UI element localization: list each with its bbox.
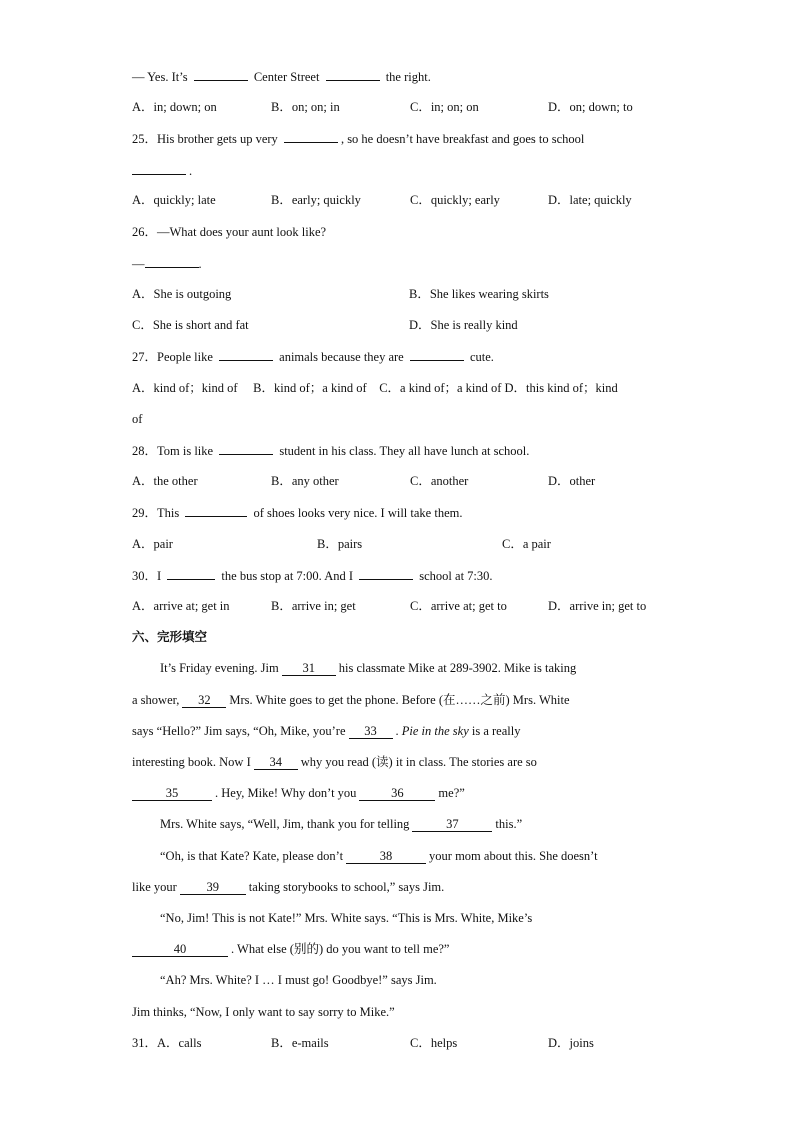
cloze-text: Mrs. White goes to get the phone. Before (在……之前) Mrs. White: [229, 693, 570, 707]
q24-answer-prefix: — Yes. It’s: [132, 70, 188, 84]
q28-option-d: D．other: [548, 474, 596, 488]
q29-stem-a: 29．This: [132, 506, 180, 520]
cloze-line-7: [160, 848, 598, 864]
blank: [410, 348, 464, 361]
q27-stem-a: 27．People like: [132, 350, 213, 364]
q29-option-c: C．a pair: [502, 537, 551, 551]
q30-stem-a: 30．I: [132, 569, 162, 583]
blank: [145, 255, 199, 268]
cloze-text: says “Hello?” Jim says, “Oh, Mike, you’re: [132, 724, 346, 738]
q28-stem-a: 28．Tom is like: [132, 444, 214, 458]
q25-stem-b: , so he doesn’t have breakfast and goes to school: [340, 132, 585, 146]
q25-stem-end: .: [189, 164, 193, 178]
cloze-text: why you read (读) it in class. The stories are so: [300, 755, 537, 769]
q28-option-a: A．the other: [132, 474, 198, 488]
q24-answer-line: [132, 68, 431, 85]
q28-option-b: B．any other: [271, 474, 339, 488]
cloze-blank-37: 37: [412, 817, 492, 832]
q27-options-wrap: of: [132, 412, 143, 426]
cloze-text: . What else (别的) do you want to tell me?”: [231, 942, 450, 956]
q27-options: A．kind of；kind of B．kind of；a kind of C．a kind of；a kind of D．this kind of；kind: [132, 381, 618, 395]
q31-option-a: 31．A．calls: [132, 1036, 202, 1050]
cloze-text: Mrs. White says, “Well, Jim, thank you for telling: [160, 817, 410, 831]
cloze-text: “Oh, is that Kate? Kate, please don’t: [160, 849, 344, 863]
q27-stem: [132, 348, 494, 365]
cloze-blank-34: 34: [254, 755, 298, 770]
cloze-text: .: [395, 724, 399, 738]
cloze-text: a shower,: [132, 693, 180, 707]
cloze-line-12: Jim thinks, “Now, I only want to say sorry to Mike.”: [132, 1005, 395, 1019]
cloze-text: interesting book. Now I: [132, 755, 251, 769]
cloze-blank-32: 32: [182, 693, 226, 708]
cloze-blank-36: 36: [359, 786, 435, 801]
blank: [284, 130, 338, 143]
blank: [359, 567, 413, 580]
cloze-line-4: [132, 754, 537, 770]
book-title: Pie in the sky: [401, 724, 469, 738]
q29-option-b: B．pairs: [317, 537, 363, 551]
q28-option-c: C．another: [410, 474, 469, 488]
cloze-text: It’s Friday evening. Jim: [160, 661, 279, 675]
cloze-text: this.”: [495, 817, 523, 831]
cloze-line-1: [160, 660, 576, 676]
cloze-line-8: [132, 879, 444, 895]
q24-option-c: C．in; on; on: [410, 100, 479, 114]
blank: [194, 68, 248, 81]
cloze-line-9: “No, Jim! This is not Kate!” Mrs. White says. “This is Mrs. White, Mike’s: [160, 911, 533, 925]
cloze-text: . Hey, Mike! Why don’t you: [215, 786, 357, 800]
blank: [185, 504, 247, 517]
q30-option-a: A．arrive at; get in: [132, 599, 230, 613]
cloze-text: taking storybooks to school,” says Jim.: [248, 880, 445, 894]
cloze-line-3: [132, 723, 520, 739]
cloze-blank-38: 38: [346, 849, 426, 864]
blank: [219, 348, 273, 361]
q26-option-c: C．She is short and fat: [132, 318, 249, 332]
q25-option-b: B．early; quickly: [271, 193, 361, 207]
q24-option-d: D．on; down; to: [548, 100, 633, 114]
cloze-blank-33: 33: [349, 724, 393, 739]
q30-option-d: D．arrive in; get to: [548, 599, 647, 613]
cloze-text: his classmate Mike at 289-3902. Mike is taking: [338, 661, 577, 675]
blank: [219, 442, 273, 455]
q28-stem: [132, 442, 529, 459]
q30-stem: [132, 567, 493, 584]
cloze-line-11: “Ah? Mrs. White? I … I must go! Goodbye!” says Jim.: [160, 973, 437, 987]
q25-stem: [132, 130, 584, 147]
q30-option-c: C．arrive at; get to: [410, 599, 507, 613]
q26-option-d: D．She is really kind: [409, 318, 518, 332]
q29-option-a: A．pair: [132, 537, 173, 551]
q25-option-d: D．late; quickly: [548, 193, 632, 207]
cloze-text: your mom about this. She doesn’t: [429, 849, 598, 863]
q31-option-d: D．joins: [548, 1036, 594, 1050]
q26-answer-line: [132, 255, 202, 272]
cloze-blank-40: 40: [132, 942, 228, 957]
cloze-text: like your: [132, 880, 177, 894]
q29-stem: [132, 504, 462, 521]
cloze-line-6: [160, 816, 522, 832]
cloze-line-5: [132, 785, 465, 801]
cloze-text: me?”: [438, 786, 465, 800]
q30-stem-c: school at 7:30.: [419, 569, 493, 583]
cloze-blank-31: 31: [282, 661, 336, 676]
q26-answer-prefix: —: [132, 257, 145, 271]
blank: [132, 162, 186, 175]
q31-option-c: C．helps: [410, 1036, 458, 1050]
q27-stem-b: animals because they are: [279, 350, 404, 364]
q25-option-a: A．quickly; late: [132, 193, 216, 207]
q30-stem-b: the bus stop at 7:00. And I: [221, 569, 354, 583]
cloze-blank-35: 35: [132, 786, 212, 801]
q24-option-b: B．on; on; in: [271, 100, 340, 114]
q30-option-b: B．arrive in; get: [271, 599, 356, 613]
cloze-line-2: [132, 692, 570, 708]
q26-option-a: A．She is outgoing: [132, 287, 232, 301]
q25-option-c: C．quickly; early: [410, 193, 500, 207]
blank: [167, 567, 215, 580]
q25-stem-a: 25．His brother gets up very: [132, 132, 278, 146]
q31-option-b: B．e-mails: [271, 1036, 329, 1050]
q26-answer-end: .: [198, 257, 202, 271]
q25-stem-wrap: [132, 162, 192, 179]
blank: [326, 68, 380, 81]
section-title: 六、完形填空: [132, 629, 208, 644]
q24-option-a: A．in; down; on: [132, 100, 217, 114]
q24-answer-mid: Center Street: [253, 70, 320, 84]
q24-answer-end: the right.: [385, 70, 431, 84]
q28-stem-b: student in his class. They all have lunch at school.: [279, 444, 530, 458]
q27-stem-end: cute.: [469, 350, 494, 364]
cloze-line-10: [132, 941, 449, 957]
q26-option-b: B．She likes wearing skirts: [409, 287, 549, 301]
q29-stem-b: of shoes looks very nice. I will take them.: [253, 506, 463, 520]
cloze-blank-39: 39: [180, 880, 246, 895]
q26-stem: 26．—What does your aunt look like?: [132, 225, 327, 239]
cloze-text: is a really: [471, 724, 521, 738]
